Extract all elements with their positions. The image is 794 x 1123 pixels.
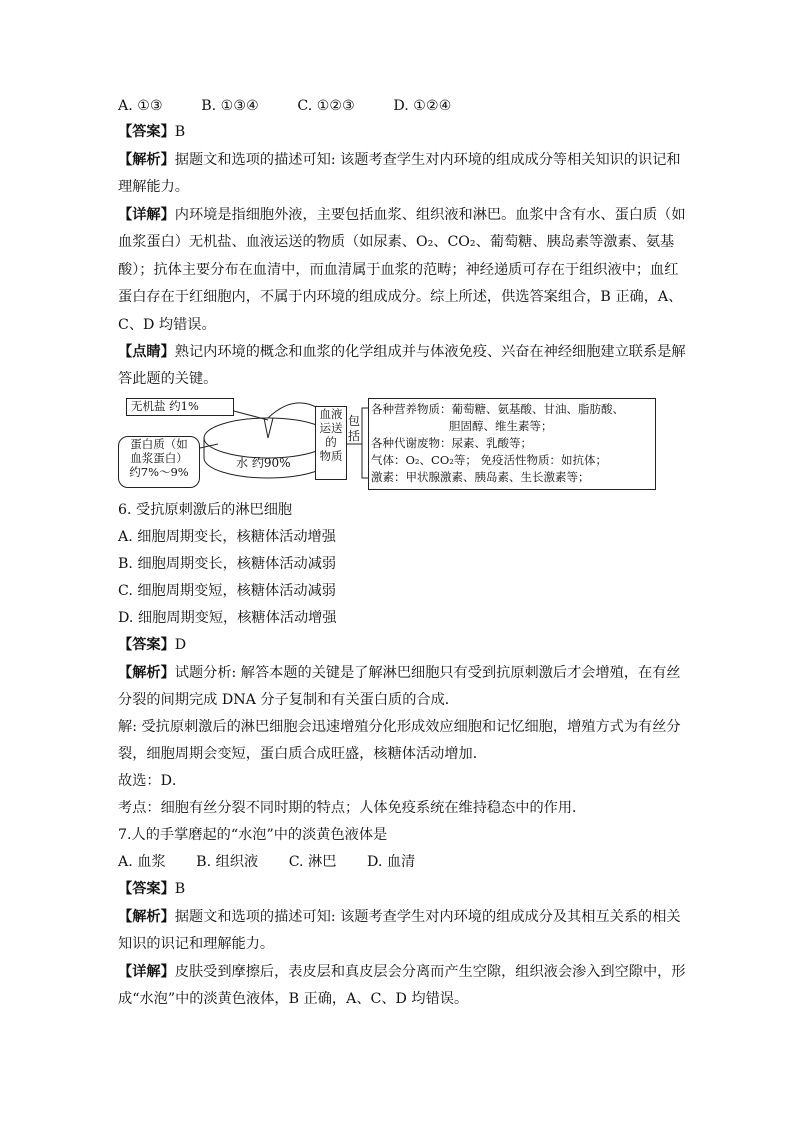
q6-answer bbox=[118, 635, 186, 655]
comment-tag: 【点睛】 bbox=[118, 344, 175, 360]
include-char-1: 包 bbox=[347, 414, 360, 428]
q5-detail-1 bbox=[118, 205, 686, 225]
q7-options bbox=[118, 852, 441, 872]
plasma-line-1: 血液 bbox=[319, 407, 343, 421]
option-d: D. ①②④ bbox=[393, 98, 452, 114]
detail-tag: 【详解】 bbox=[118, 964, 175, 980]
q6-solution-1: 解: 受抗原刺激后的淋巴细胞会迅速增殖分化形成效应细胞和记忆细胞，增殖方式为有丝分 bbox=[118, 719, 681, 735]
protein-line-2: 血浆蛋白） bbox=[130, 451, 188, 465]
plasma-composition-diagram bbox=[118, 396, 658, 492]
q6-point: 考点：细胞有丝分裂不同时期的特点；人体免疫系统在维持稳态中的作用． bbox=[118, 800, 587, 816]
water-label: 水 约90% bbox=[236, 456, 291, 470]
q6-option-d: D. 细胞周期变短，核糖体活动增强 bbox=[118, 610, 337, 626]
answer-value: B bbox=[174, 881, 186, 897]
q7-answer bbox=[118, 879, 185, 899]
plasma-line-4: 物质 bbox=[319, 449, 343, 463]
analysis-tag: 【解析】 bbox=[118, 909, 175, 925]
list-nutrients-cont: 胆固醇、维生素等； bbox=[449, 419, 553, 433]
option-d: D. 血清 bbox=[366, 854, 416, 870]
q5-comment-2: 答此题的关键。 bbox=[118, 371, 218, 387]
q6-analysis-1 bbox=[118, 663, 681, 683]
list-gases: 气体：O₂、CO₂等； 免疫活性物质：如抗体； bbox=[371, 453, 608, 467]
q7-detail-2: 成“水泡”中的淡黄色液体，B 正确，A、C、D 均错误。 bbox=[118, 991, 469, 1007]
q6-option-c: C. 细胞周期变短，核糖体活动减弱 bbox=[118, 583, 336, 599]
analysis-tag: 【解析】 bbox=[118, 665, 175, 681]
protein-box bbox=[118, 436, 200, 488]
answer-tag: 【答案】 bbox=[118, 637, 175, 653]
q5-detail-2: 血浆蛋白）无机盐、血液运送的物质（如尿素、O₂、CO₂、葡萄糖、胰岛素等激素、氨基 bbox=[118, 234, 675, 250]
q7-detail-1 bbox=[118, 962, 686, 982]
q5-detail-4: 蛋白存在于红细胞内，不属于内环境的组成成分。综上所述，供选答案组合，B 正确，A、 bbox=[118, 289, 683, 305]
detail-text: 内环境是指细胞外液，主要包括血浆、组织液和淋巴。血浆中含有水、蛋白质（如 bbox=[174, 207, 686, 223]
answer-tag: 【答案】 bbox=[118, 124, 175, 140]
q7-analysis-1 bbox=[118, 907, 681, 927]
protein-line-3: 约7%～9% bbox=[129, 465, 189, 479]
answer-value: B bbox=[174, 124, 186, 140]
option-c: C. ①②③ bbox=[297, 98, 355, 114]
q5-analysis-1 bbox=[118, 150, 681, 170]
option-a: A. 血浆 bbox=[118, 854, 166, 870]
q5-detail-3: 酸）；抗体主要分布在血清中，而血清属于血浆的范畴；神经递质可存在于组织液中；血红 bbox=[118, 262, 679, 278]
pie-to-box-curve bbox=[268, 403, 318, 418]
protein-line-1: 蛋白质（如 bbox=[130, 437, 188, 451]
q5-options bbox=[118, 96, 485, 116]
comment-text: 熟记内环境的概念和血浆的化学组成并与体液免疫、兴奋在神经细胞建立联系是解 bbox=[174, 344, 686, 360]
plasma-line-2: 运送 bbox=[319, 421, 343, 435]
include-label bbox=[346, 414, 362, 444]
option-c: C. 淋巴 bbox=[288, 854, 337, 870]
q5-answer bbox=[118, 122, 185, 142]
q6-option-b: B. 细胞周期变长，核糖体活动减弱 bbox=[118, 556, 337, 572]
q5-detail-5: C、D 均错误。 bbox=[118, 317, 216, 333]
analysis-text: 据题文和选项的描述可知: 该题考查学生对内环境的组成成分及其相互关系的相关 bbox=[174, 909, 681, 925]
include-char-2: 括 bbox=[347, 429, 360, 443]
list-wastes: 各种代谢废物：尿素、乳酸等； bbox=[371, 436, 532, 450]
detail-tag: 【详解】 bbox=[118, 207, 175, 223]
q6-choice: 故选：D． bbox=[118, 773, 187, 789]
analysis-tag: 【解析】 bbox=[118, 152, 175, 168]
detail-text: 皮肤受到摩擦后，表皮层和真皮层会分离而产生空隙，组织液会渗入到空隙中，形 bbox=[174, 964, 686, 980]
components-list-box bbox=[368, 398, 656, 490]
analysis-text: 据题文和选项的描述可知: 该题考查学生对内环境的组成成分等相关知识的识记和 bbox=[174, 152, 681, 168]
option-b: B. 组织液 bbox=[196, 854, 259, 870]
q7-stem: 7.人的手掌磨起的“水泡”中的淡黄色液体是 bbox=[118, 827, 388, 843]
answer-value: D bbox=[174, 637, 187, 653]
list-nutrients: 各种营养物质：葡萄糖、氨基酸、甘油、脂肪酸、 bbox=[371, 402, 624, 416]
plasma-box bbox=[315, 406, 347, 480]
list-hormones: 激素：甲状腺激素、胰岛素、生长激素等； bbox=[371, 470, 590, 484]
q5-comment-1 bbox=[118, 342, 686, 362]
plasma-line-3: 的 bbox=[325, 435, 337, 449]
q7-analysis-2: 知识的识记和理解能力。 bbox=[118, 936, 275, 952]
q6-option-a: A. 细胞周期变长，核糖体活动增强 bbox=[118, 529, 336, 545]
q6-analysis-2: 分裂的间期完成 DNA 分子复制和有关蛋白质的合成． bbox=[118, 692, 459, 708]
salt-box: 无机盐 约1% bbox=[126, 398, 234, 416]
q6-solution-2: 裂，细胞周期会变短，蛋白质合成旺盛，核糖体活动增加． bbox=[118, 746, 487, 762]
option-a: A. ①③ bbox=[118, 98, 163, 114]
option-b: B. ①③④ bbox=[201, 98, 259, 114]
q5-analysis-2: 理解能力。 bbox=[118, 179, 189, 195]
q6-stem: 6. 受抗原刺激后的淋巴细胞 bbox=[118, 502, 293, 518]
answer-tag: 【答案】 bbox=[118, 881, 175, 897]
analysis-text: 试题分析: 解答本题的关键是了解淋巴细胞只有受到抗原刺激后才会增殖，在有丝 bbox=[174, 665, 681, 681]
